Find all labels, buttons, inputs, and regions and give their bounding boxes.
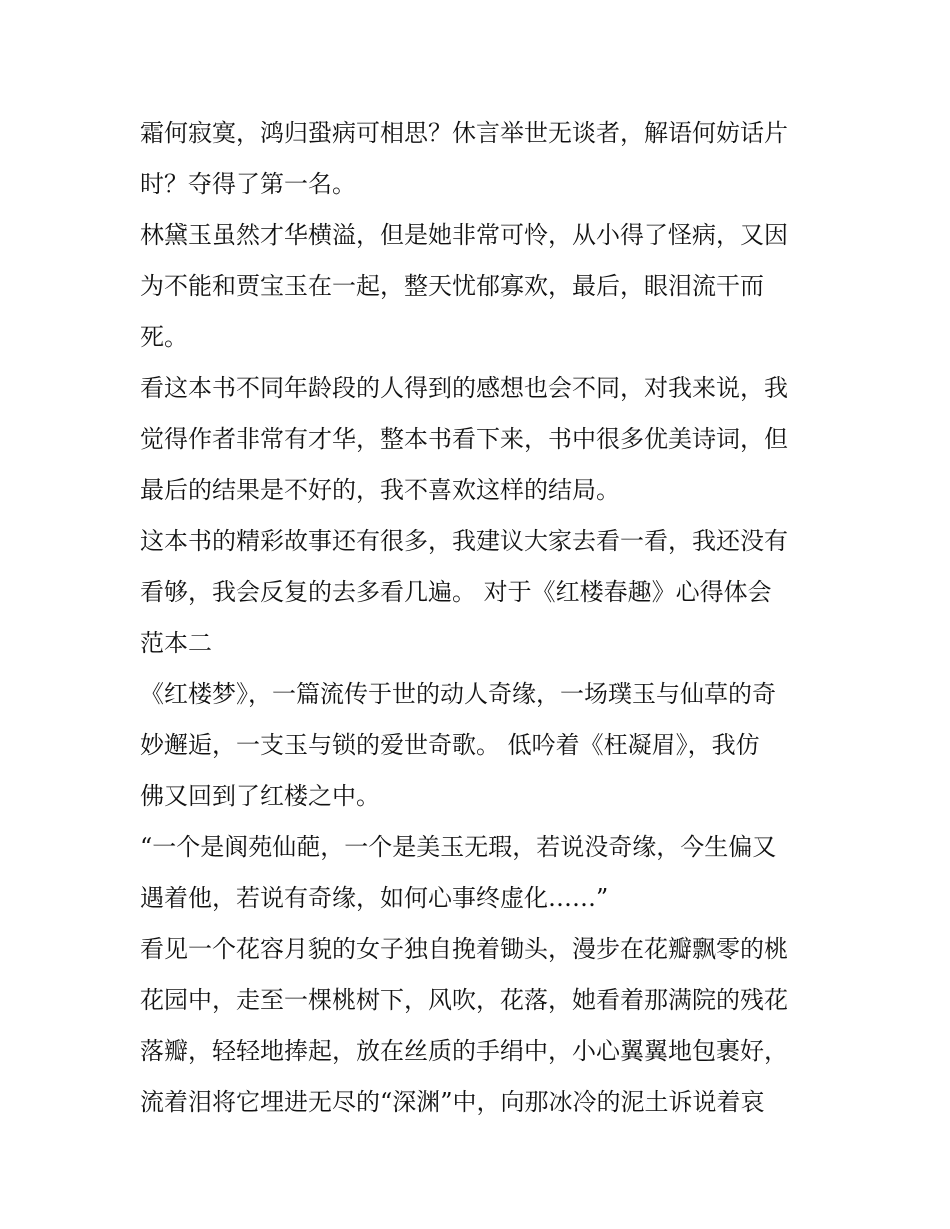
text-line: 遇着他，若说有奇缘，如何心事终虚化……” <box>140 884 609 912</box>
text-line: 死。 <box>140 323 188 351</box>
text-line: 妙邂逅，一支玉与锁的爱世奇歌。 低吟着《枉凝眉》，我仿 <box>140 731 760 759</box>
text-line: 看见一个花容月貌的女子独自挽着锄头，漫步在花瓣飘零的桃 <box>140 935 788 963</box>
text-line: 落瓣，轻轻地捧起，放在丝质的手绢中，小心翼翼地包裹好， <box>140 1037 788 1065</box>
text-line: 《红楼梦》，一篇流传于世的动人奇缘，一场璞玉与仙草的奇 <box>140 680 776 708</box>
text-line: 看够，我会反复的去多看几遍。 对于《红楼春趣》心得体会 <box>140 578 772 606</box>
text-line: 范本二 <box>140 629 212 657</box>
text-line: 霜何寂寞，鸿归蛩病可相思？休言举世无谈者，解语何妨话片 <box>140 119 788 147</box>
text-line: 最后的结果是不好的，我不喜欢这样的结局。 <box>140 476 620 504</box>
text-line: 觉得作者非常有才华，整本书看下来，书中很多优美诗词，但 <box>140 425 788 453</box>
text-line: 时？夺得了第一名。 <box>140 170 356 198</box>
text-line: 为不能和贾宝玉在一起，整天忧郁寡欢，最后，眼泪流干而 <box>140 272 764 300</box>
text-line: 流着泪将它埋进无尽的“深渊”中，向那冰冷的泥土诉说着哀 <box>140 1088 765 1116</box>
body-text <box>140 108 820 1128</box>
text-line: 这本书的精彩故事还有很多，我建议大家去看一看，我还没有 <box>140 527 788 555</box>
text-line: “一个是阆苑仙葩，一个是美玉无瑕，若说没奇缘，今生偏又 <box>140 833 777 861</box>
text-line: 花园中，走至一棵桃树下，风吹，花落，她看着那满院的残花 <box>140 986 788 1014</box>
text-line: 佛又回到了红楼之中。 <box>140 782 380 810</box>
text-line: 看这本书不同年龄段的人得到的感想也会不同，对我来说，我 <box>140 374 788 402</box>
text-line: 林黛玉虽然才华横溢，但是她非常可怜，从小得了怪病，又因 <box>140 221 788 249</box>
